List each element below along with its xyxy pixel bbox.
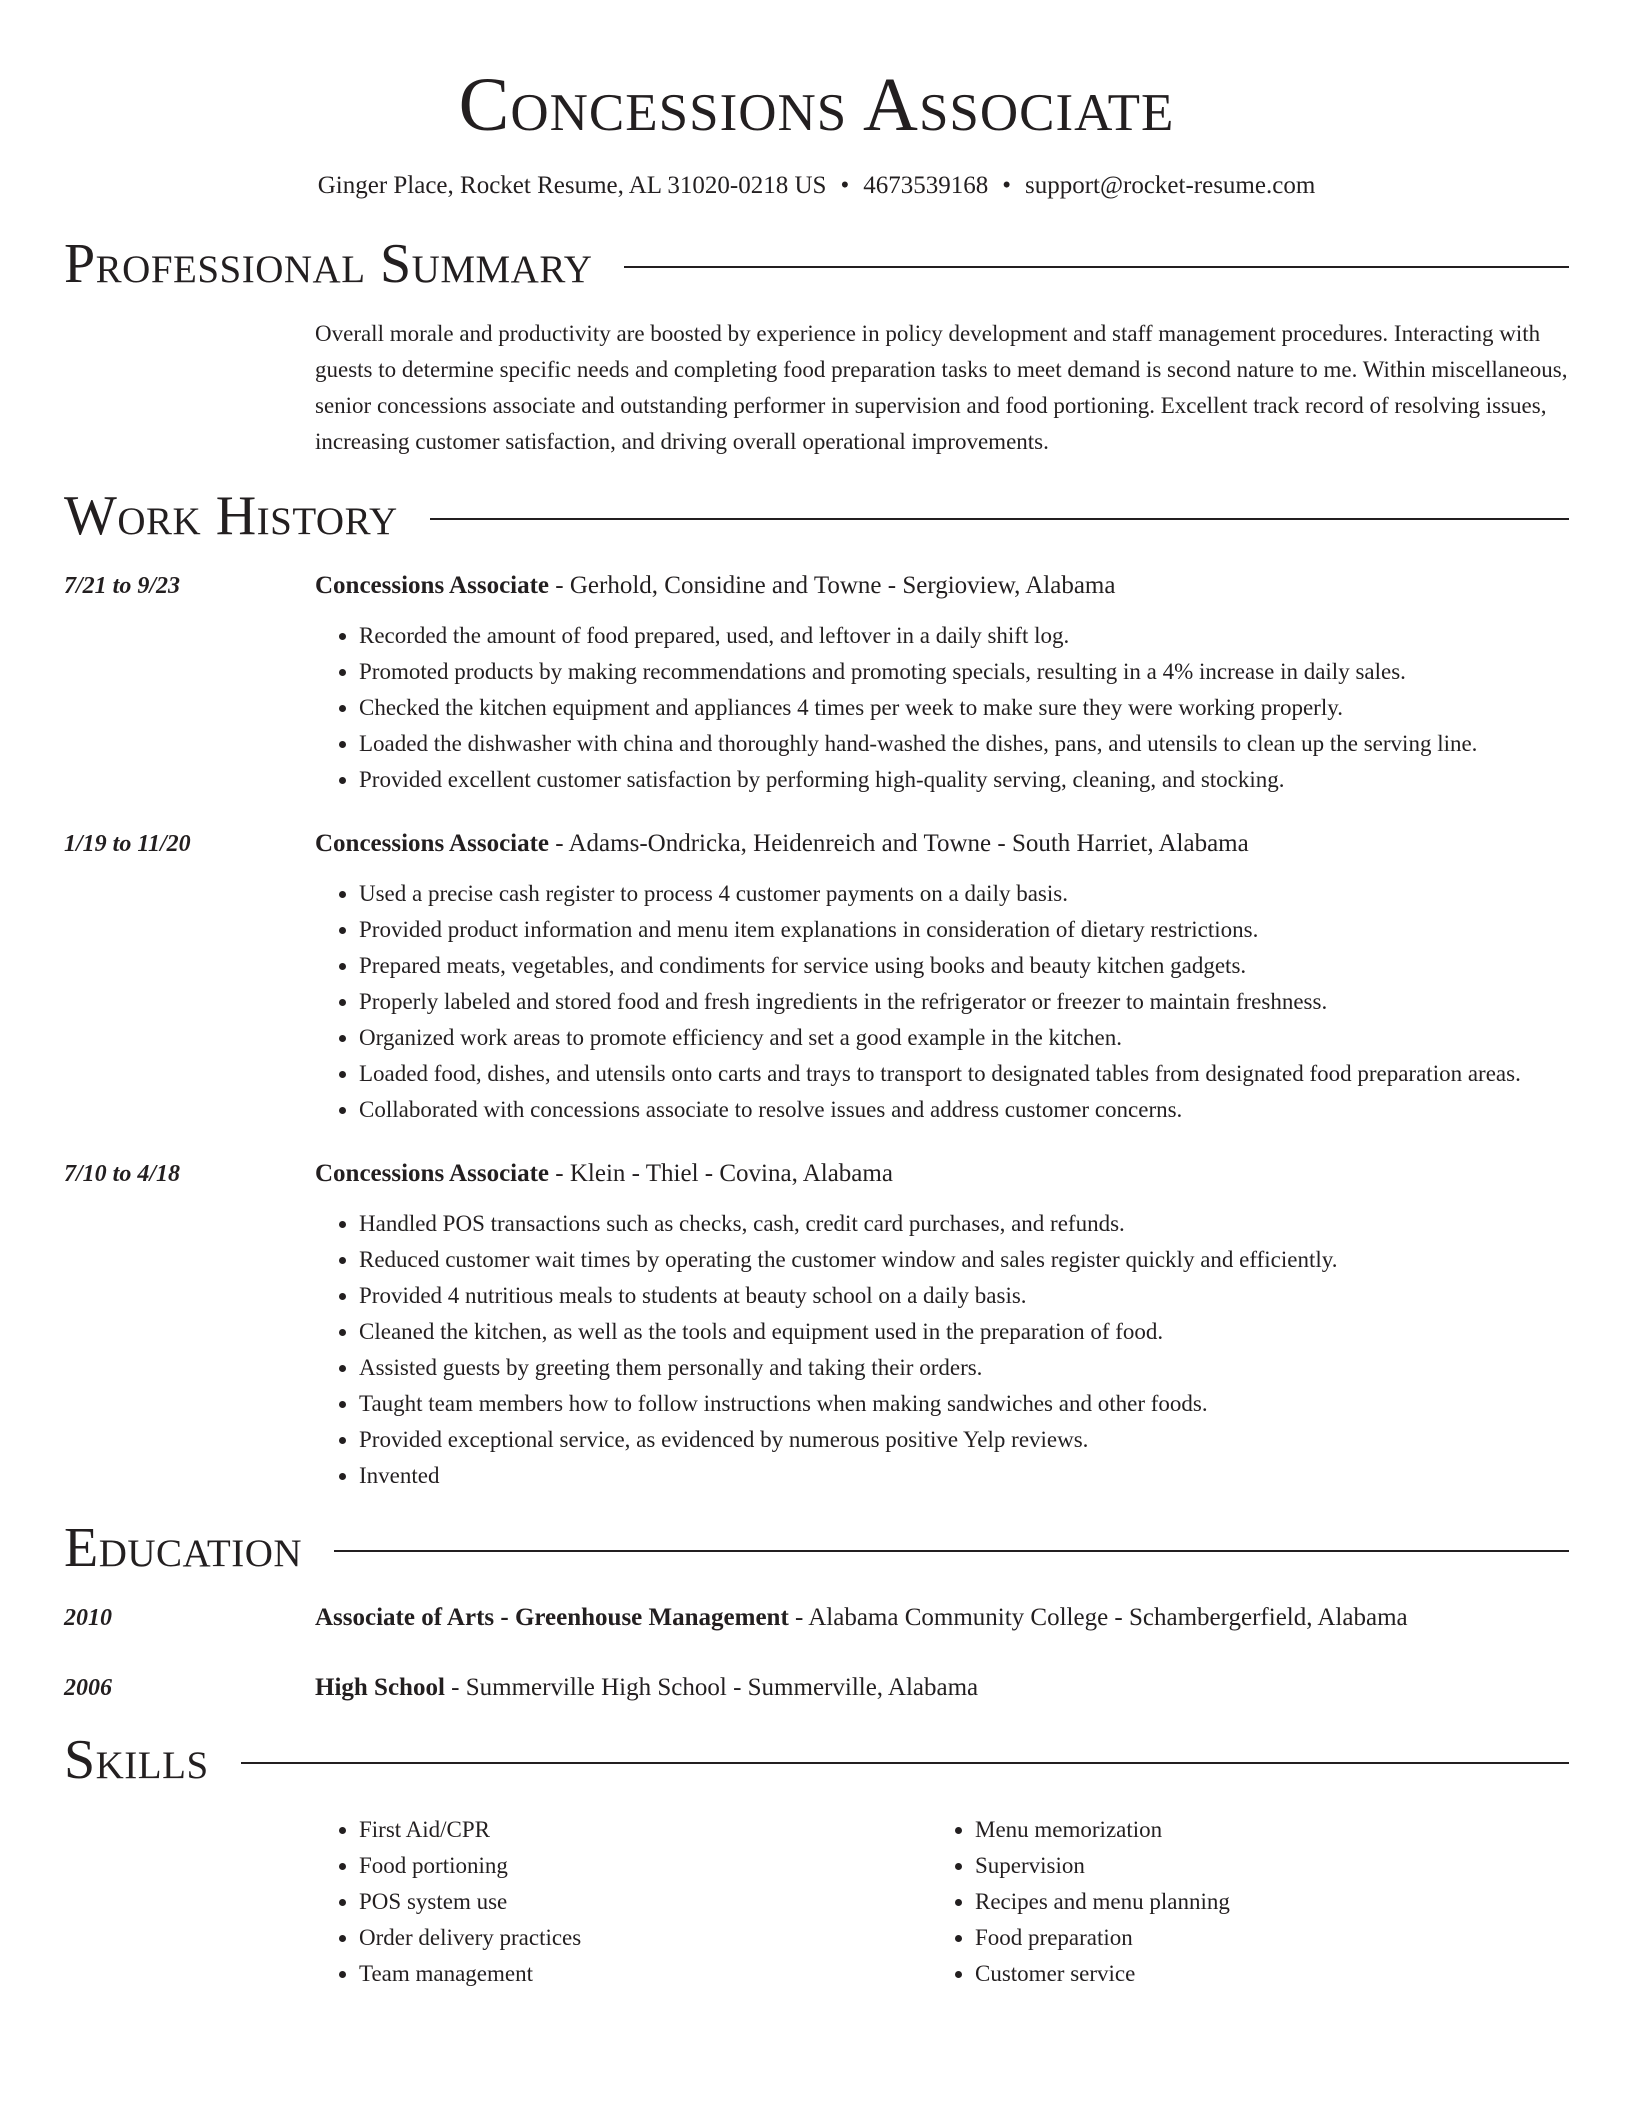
- education-section-header: [64, 1516, 1569, 1580]
- job-body: [315, 570, 1569, 798]
- job-bullet: • Provided exceptional service, as evidenced by numerous positive Yelp reviews.: [359, 1422, 1569, 1458]
- skills-list-left: [315, 1812, 931, 1992]
- education-school-location: - Summerville High School - Summerville, Alabama: [444, 1674, 979, 1701]
- job-bullet: • Provided excellent customer satisfaction by performing high-quality serving, cleaning, and stocking.: [359, 762, 1569, 798]
- summary-text: Overall morale and productivity are boosted by experience in policy development and staff management procedures. Interacting with guests to determine specific needs and completing food preparation tasks to meet demand is second nature to me. Within miscellaneous, senior concessions associate and outstanding performer in supervision and food portioning. Excellent track record of resolving issues, increasing customer satisfaction, and driving overall operational improvements.: [315, 321, 1568, 454]
- job-bullet: • Recorded the amount of food prepared, used, and leftover in a daily shift log.: [359, 618, 1569, 654]
- job-dates: 1/19 to 11/20: [64, 831, 191, 857]
- job-bullet: • Handled POS transactions such as checks, cash, credit card purchases, and refunds.: [359, 1206, 1569, 1242]
- contact-separator: •: [1002, 172, 1011, 199]
- job-bullet: • Provided 4 nutritious meals to students at beauty school on a daily basis.: [359, 1278, 1569, 1314]
- contact-email: support@rocket-resume.com: [1024, 172, 1316, 199]
- job-bullet: • Promoted products by making recommendations and promoting specials, resulting in a 4% increase in daily sales.: [359, 654, 1569, 690]
- skill-item: • POS system use: [359, 1884, 931, 1920]
- job-bullet: • Checked the kitchen equipment and appliances 4 times per week to make sure they were working properly.: [359, 690, 1569, 726]
- job-title: Concessions Associate: [315, 830, 550, 857]
- job-bullets: [315, 618, 1569, 798]
- work-history-list: [64, 570, 1569, 1494]
- education-entry: [64, 1602, 1569, 1634]
- skill-item: • Order delivery practices: [359, 1920, 931, 1956]
- contact-address: Ginger Place, Rocket Resume, AL 31020-0218 US: [317, 172, 827, 199]
- skills-list-right: [931, 1812, 1547, 1992]
- education-year: 2010: [64, 1605, 112, 1631]
- job-bullet: • Loaded food, dishes, and utensils onto carts and trays to transport to designated tables from designated food preparation areas.: [359, 1056, 1569, 1092]
- job-bullet: • Reduced customer wait times by operating the customer window and sales register quickly and efficiently.: [359, 1242, 1569, 1278]
- education-year: 2006: [64, 1675, 112, 1701]
- education-body: [315, 1602, 1408, 1634]
- job-employer-location: - Adams-Ondricka, Heidenreich and Towne - South Harriet, Alabama: [549, 830, 1249, 857]
- job-title-line: [315, 828, 1569, 860]
- job-body: [315, 828, 1569, 1128]
- education-degree: High School: [315, 1674, 445, 1701]
- job-bullet: • Used a precise cash register to process 4 customer payments on a daily basis.: [359, 876, 1569, 912]
- contact-phone: 4673539168: [863, 172, 989, 199]
- job-employer-location: - Gerhold, Considine and Towne - Sergioview, Alabama: [549, 572, 1116, 599]
- section-divider: [624, 266, 1569, 268]
- job-bullet: • Collaborated with concessions associate to resolve issues and address customer concerns.: [359, 1092, 1569, 1128]
- job-bullet: • Cleaned the kitchen, as well as the tools and equipment used in the preparation of food.: [359, 1314, 1569, 1350]
- skills-section-header: [64, 1728, 1569, 1792]
- job-bullet: • Provided product information and menu item explanations in consideration of dietary restrictions.: [359, 912, 1569, 948]
- skill-item: • Team management: [359, 1956, 931, 1992]
- education-body: [315, 1672, 978, 1704]
- job-entry: [64, 828, 1569, 1128]
- section-divider: [241, 1762, 1569, 1764]
- job-bullet: • Properly labeled and stored food and fresh ingredients in the refrigerator or freezer to maintain freshness.: [359, 984, 1569, 1020]
- job-employer-location: - Klein - Thiel - Covina, Alabama: [549, 1160, 893, 1187]
- work-heading: Work History: [64, 485, 398, 547]
- job-bullet: • Loaded the dishwasher with china and thoroughly hand-washed the dishes, pans, and utensils to clean up the serving line.: [359, 726, 1569, 762]
- skill-item: • Customer service: [975, 1956, 1547, 1992]
- job-bullets: [315, 1206, 1569, 1494]
- skill-item: • Recipes and menu planning: [975, 1884, 1547, 1920]
- education-school-location: - Alabama Community College - Schambergerfield, Alabama: [788, 1604, 1408, 1631]
- job-dates: 7/21 to 9/23: [64, 573, 181, 599]
- job-body: [315, 1158, 1569, 1494]
- skills-heading: Skills: [64, 1729, 209, 1791]
- job-entry: [64, 570, 1569, 798]
- job-dates: 7/10 to 4/18: [64, 1161, 181, 1187]
- job-title-line: [315, 1158, 1569, 1190]
- skill-item: • Menu memorization: [975, 1812, 1547, 1848]
- job-bullet: • Taught team members how to follow instructions when making sandwiches and other foods.: [359, 1386, 1569, 1422]
- skill-item: • First Aid/CPR: [359, 1812, 931, 1848]
- skill-item: • Food portioning: [359, 1848, 931, 1884]
- education-heading: Education: [64, 1517, 303, 1579]
- section-divider: [334, 1550, 1569, 1552]
- skill-item: • Food preparation: [975, 1920, 1547, 1956]
- resume-name: Concessions Associate: [458, 63, 1175, 147]
- job-bullet: • Prepared meats, vegetables, and condiments for service using books and beauty kitchen gadgets.: [359, 948, 1569, 984]
- job-title-line: [315, 570, 1569, 602]
- job-bullet: • Organized work areas to promote efficiency and set a good example in the kitchen.: [359, 1020, 1569, 1056]
- skill-item: • Supervision: [975, 1848, 1547, 1884]
- section-divider: [430, 518, 1569, 520]
- job-bullet: • Invented: [359, 1458, 1569, 1494]
- job-bullets: [315, 876, 1569, 1128]
- summary-section-header: [64, 232, 1569, 296]
- job-entry: [64, 1158, 1569, 1494]
- education-degree: Associate of Arts - Greenhouse Management: [315, 1604, 789, 1631]
- education-list: [64, 1602, 1569, 1704]
- job-bullet: • Assisted guests by greeting them personally and taking their orders.: [359, 1350, 1569, 1386]
- summary-heading: Professional Summary: [64, 233, 593, 295]
- job-title: Concessions Associate: [315, 572, 550, 599]
- resume-page: [64, 0, 1569, 1992]
- contact-line: [64, 170, 1569, 202]
- education-entry: [64, 1672, 1569, 1704]
- work-section-header: [64, 484, 1569, 548]
- contact-separator: •: [840, 172, 850, 199]
- skills-columns: [315, 1812, 1569, 1992]
- job-title: Concessions Associate: [315, 1160, 550, 1187]
